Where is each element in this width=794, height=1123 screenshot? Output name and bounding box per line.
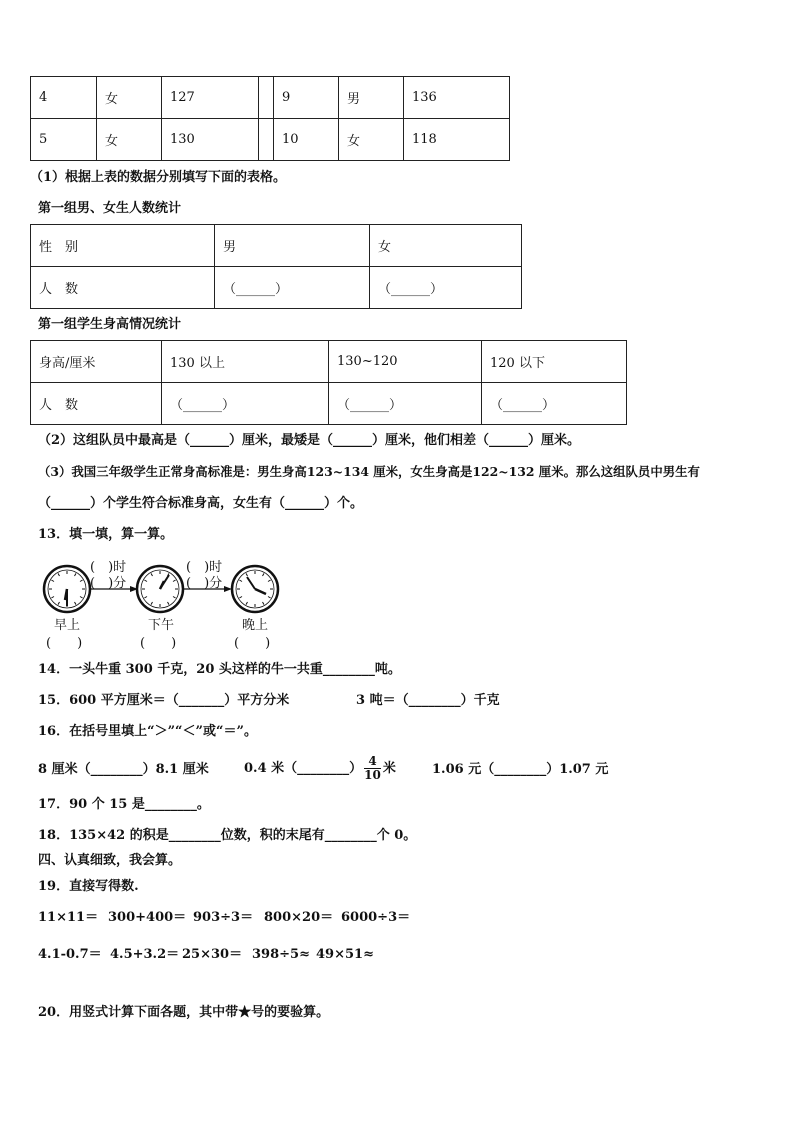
q19-expr: 6000÷3＝	[341, 910, 411, 925]
q19-expr: 903÷3＝	[193, 910, 254, 925]
q12-part3-line1: （3）我国三年级学生正常身高标准是：男生身高123~134 厘米，女生身高是122~132 厘米。那么这组队员中男生有	[38, 464, 700, 479]
spacer-cell	[259, 119, 274, 161]
q19-expr: 398÷5≈	[252, 947, 310, 962]
clock-noon	[137, 566, 183, 612]
q19-expr: 25×30＝	[182, 947, 243, 962]
minute-blank-2[interactable]: ( )分	[186, 576, 223, 591]
fraction	[364, 755, 381, 782]
answer-blank[interactable]: （______）	[162, 383, 329, 425]
table2-title: 第一组学生身高情况统计	[38, 317, 182, 332]
label-morning: 早上	[54, 618, 81, 633]
q15-part-a: 15．600 平方厘米＝（_______）平方分米	[38, 693, 290, 708]
time-blank-afternoon[interactable]: ( )	[140, 636, 177, 651]
q13-text: 13．填一填，算一算。	[38, 527, 174, 542]
answer-blank[interactable]: （______）	[215, 267, 370, 309]
cell: 10	[274, 119, 339, 161]
height-stats-table	[30, 340, 627, 425]
cell: 130~120	[329, 341, 482, 383]
q20-text: 20．用竖式计算下面各题，其中带★号的要验算。	[38, 1005, 330, 1020]
q16-item-a: 8 厘米（________）8.1 厘米	[38, 762, 209, 777]
q17-text: 17．90 个 15 是________。	[38, 797, 210, 812]
time-blank-morning[interactable]: ( )	[46, 636, 83, 651]
label-evening: 晚上	[242, 618, 269, 633]
cell: 130 以上	[162, 341, 329, 383]
clock-morning	[44, 566, 90, 612]
q14-text: 14．一头牛重 300 千克，20 头这样的牛一共重________吨。	[38, 662, 401, 677]
hour-blank-1[interactable]: ( )时	[90, 560, 127, 575]
cell: 130	[162, 119, 259, 161]
cell: 女	[339, 119, 404, 161]
clock-evening	[232, 566, 278, 612]
cell: 人 数	[31, 267, 215, 309]
q19-expr: 49×51≈	[316, 947, 374, 962]
cell: 120 以下	[482, 341, 627, 383]
q16-text: 16．在括号里填上“＞”“＜”或“＝”。	[38, 724, 257, 739]
q12-part1: （1）根据上表的数据分别填写下面的表格。	[30, 170, 287, 185]
cell: 身高/厘米	[31, 341, 162, 383]
q19-text: 19．直接写得数.	[38, 879, 139, 894]
q16-item-b	[244, 750, 396, 788]
q19-expr: 4.1-0.7＝	[38, 947, 102, 962]
cell: 4	[31, 77, 97, 119]
cell: 女	[370, 225, 522, 267]
fraction-numerator: 4	[364, 755, 381, 769]
top-data-table	[30, 76, 510, 161]
q18-text: 18．135×42 的积是________位数，积的末尾有________个 0。	[38, 828, 417, 843]
cell: 性 别	[31, 225, 215, 267]
gender-count-table	[30, 224, 522, 309]
table1-title: 第一组男、女生人数统计	[38, 201, 182, 216]
q19-expr: 11×11＝	[38, 910, 99, 925]
q15-part-b: 3 吨＝（________）千克	[356, 693, 500, 708]
q16-item-c: 1.06 元（________）1.07 元	[432, 762, 609, 777]
q19-expr: 800×20＝	[264, 910, 334, 925]
fraction-denominator: 10	[364, 768, 381, 782]
cell: 男	[215, 225, 370, 267]
cell: 9	[274, 77, 339, 119]
cell: 女	[97, 119, 162, 161]
q19-expr: 300+400＝	[108, 910, 187, 925]
cell: 5	[31, 119, 97, 161]
q16-item-b-pre: 0.4 米（________）	[244, 761, 363, 776]
cell: 136	[404, 77, 510, 119]
section-4-heading: 四、认真细致，我会算。	[38, 853, 182, 868]
cell: 女	[97, 77, 162, 119]
cell: 118	[404, 119, 510, 161]
answer-blank[interactable]: （______）	[482, 383, 627, 425]
answer-blank[interactable]: （______）	[329, 383, 482, 425]
minute-blank-1[interactable]: ( )分	[90, 576, 127, 591]
q16-item-b-post: 米	[382, 761, 396, 776]
hour-blank-2[interactable]: ( )时	[186, 560, 223, 575]
q12-part2: （2）这组队员中最高是（______）厘米，最矮是（______）厘米，他们相差（______）厘米。	[38, 433, 581, 448]
label-afternoon: 下午	[148, 618, 175, 633]
q19-expr: 4.5+3.2＝	[110, 947, 180, 962]
cell: 人 数	[31, 383, 162, 425]
answer-blank[interactable]: （______）	[370, 267, 522, 309]
cell: 男	[339, 77, 404, 119]
spacer-cell	[259, 77, 274, 119]
q12-part3-line2: （______）个学生符合标准身高，女生有（______）个。	[38, 496, 364, 511]
cell: 127	[162, 77, 259, 119]
time-blank-evening[interactable]: ( )	[234, 636, 271, 651]
